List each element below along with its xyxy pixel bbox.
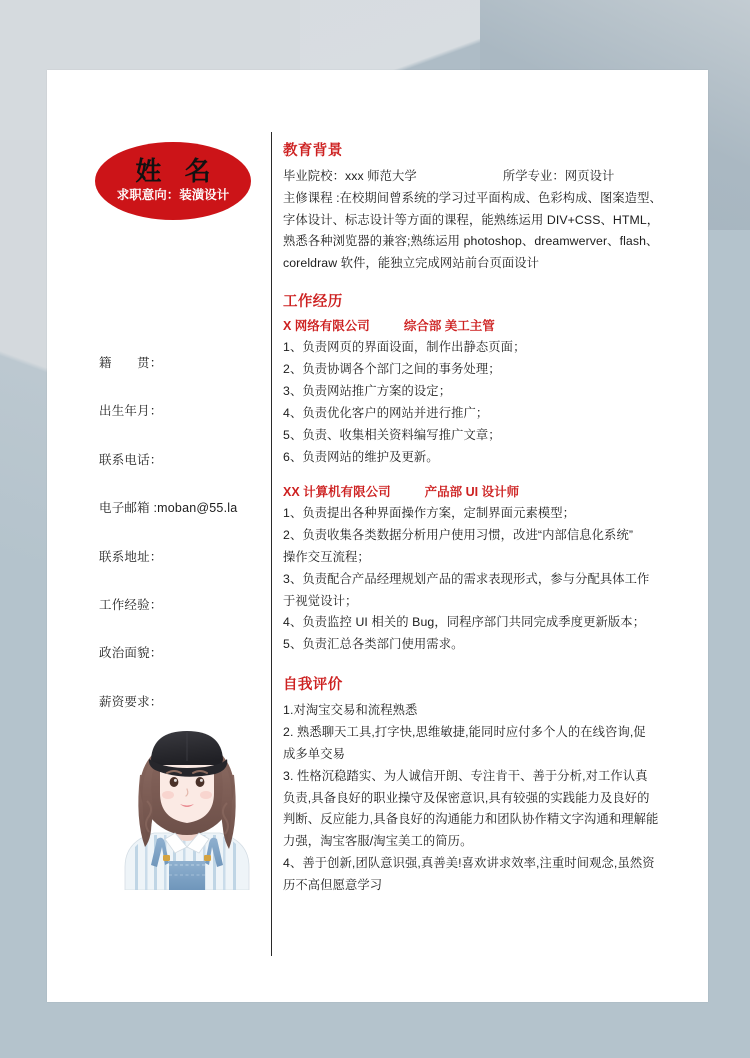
self-evaluation-line: 力强，淘宝客服/淘宝美工的简历。 [283, 834, 473, 849]
info-label-political-status: 政治面貌： [99, 646, 163, 661]
section-title-self-evaluation: 自我评价 [283, 677, 343, 694]
info-label-experience: 工作经验： [99, 597, 163, 612]
education-school: 毕业院校：xxx 师范大学 [283, 168, 417, 183]
section-education [283, 142, 687, 275]
info-row [99, 597, 274, 614]
info-row [99, 694, 274, 711]
job-company: X 网络有限公司 [283, 319, 370, 334]
spacer [283, 660, 687, 676]
job-entry [283, 317, 687, 469]
spacer [283, 279, 687, 293]
section-title-education: 教育背景 [283, 143, 343, 159]
avatar [107, 715, 267, 890]
info-label-phone: 联系电话： [99, 452, 163, 467]
self-evaluation-line: 4、善于创新,团队意识强,真善美!喜欢讲求效率,注重时间观念,虽然资 [283, 856, 655, 871]
info-row [99, 403, 274, 420]
job-role: 综合部 美工主管 [403, 319, 495, 334]
education-school-row [283, 166, 687, 188]
job-duty: 5、负责汇总各类部门使用需求。 [283, 637, 464, 652]
job-company: XX 计算机有限公司 [283, 484, 391, 499]
job-objective: 求职意向：装潢设计 [116, 187, 230, 202]
job-duty: 1、负责网页的界面设面，制作出静态页面； [283, 340, 526, 355]
info-row [99, 500, 274, 517]
job-duty: 3、负责配合产品经理规划产品的需求表现形式，参与分配具体工作 [283, 571, 650, 586]
profile-illustration-icon [107, 715, 267, 890]
personal-info-list [99, 355, 274, 742]
education-major: 所学专业：网页设计 [502, 168, 615, 183]
info-label-hometown: 籍 贯： [99, 356, 163, 370]
education-courses-line: 字体设计、标志设计等方面的课程，能熟练运用 DIV+CSS、HTML， [283, 212, 660, 227]
job-duty: 2、负责收集各类数据分析用户使用习惯，改进“内部信息化系统” [283, 527, 634, 542]
job-duty: 4、负责优化客户的网站并进行推广； [283, 406, 489, 421]
self-evaluation-line: 判断、反应能力,具备良好的沟通能力和团队协作精文字沟通和理解能 [283, 812, 659, 827]
job-duty: 4、负责监控 UI 相关的 Bug，同程序部门共同完成季度更新版本； [283, 615, 646, 630]
education-courses-line: 熟悉各种浏览器的兼容;熟练运用 photoshop、dreamwerver、flash、 [283, 234, 659, 249]
job-duty: 操作交互流程； [283, 549, 370, 564]
spacer [283, 469, 687, 483]
right-column [283, 142, 687, 901]
section-title-work: 工作经历 [283, 294, 343, 311]
resume-page [47, 70, 708, 1002]
job-duty: 6、负责网站的维护及更新。 [283, 449, 439, 464]
left-column [47, 70, 272, 1002]
info-row [99, 549, 274, 566]
job-duty: 1、负责提出各种界面操作方案，定制界面元素模型； [283, 506, 576, 521]
job-duty: 2、负责协调各个部门之间的事务处理； [283, 362, 501, 377]
info-label-salary: 薪资要求： [99, 694, 163, 709]
self-evaluation-line: 成多单交易 [283, 746, 345, 761]
info-label-email: 电子邮箱 : [99, 501, 158, 516]
job-duty: 于视觉设计； [283, 593, 358, 608]
self-evaluation-line: 1.对淘宝交易和流程熟悉 [283, 703, 418, 718]
name-badge [95, 142, 251, 220]
education-courses-line: 主修课程 :在校期间曾系统的学习过平面构成、色彩构成、图案造型、 [283, 190, 662, 205]
info-label-birthdate: 出生年月： [99, 404, 163, 419]
section-self-evaluation [283, 676, 687, 897]
education-courses-line: coreldraw 软件，能独立完成网站前台页面设计 [283, 256, 540, 271]
self-evaluation-line: 3. 性格沉稳踏实、为人诚信开朗、专注肯干、善于分析,对工作认真 [283, 768, 648, 783]
job-header [283, 317, 687, 336]
job-role: 产品部 UI 设计师 [424, 484, 520, 499]
person-name: 姓 名 [135, 155, 219, 186]
job-header [283, 483, 687, 502]
info-label-address: 联系地址： [99, 549, 163, 564]
section-work-experience [283, 293, 687, 656]
job-duty: 5、负责、收集相关资料编写推广文章； [283, 427, 501, 442]
job-entry [283, 483, 687, 657]
info-row [99, 355, 274, 372]
self-evaluation-line: 历不高但愿意学习 [283, 878, 383, 893]
info-value-email: moban@55.la [157, 501, 238, 516]
self-evaluation-line: 2. 熟悉聊天工具,打字快,思维敏捷,能同时应付多个人的在线咨询,促 [283, 724, 646, 739]
job-duty: 3、负责网站推广方案的设定； [283, 384, 452, 399]
self-evaluation-line: 负责,具备良好的职业操守及保密意识,具有较强的实践能力及良好的 [283, 790, 650, 805]
info-row [99, 645, 274, 662]
info-row [99, 452, 274, 469]
column-divider [271, 132, 272, 956]
